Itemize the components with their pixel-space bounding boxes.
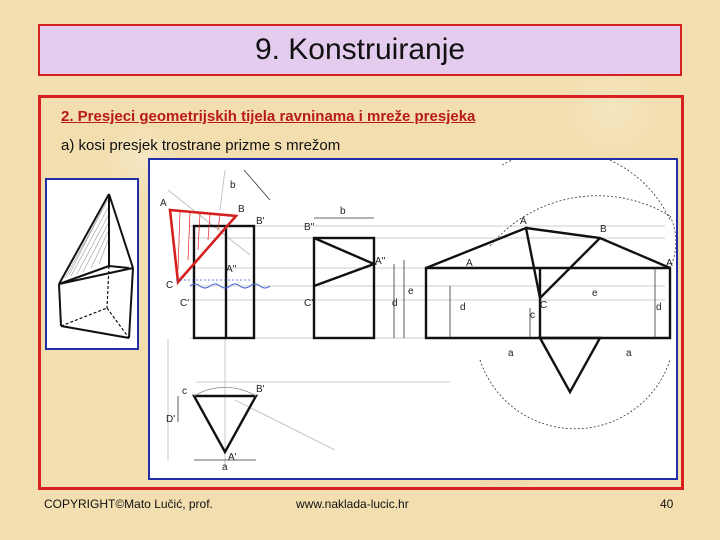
label-e-side: e bbox=[408, 286, 414, 297]
label-net-A-top: A bbox=[520, 216, 527, 227]
label-C-prime: C' bbox=[180, 298, 190, 309]
prism-3d-drawing bbox=[47, 180, 137, 348]
label-C: C bbox=[166, 280, 174, 291]
label-net-a-left: a bbox=[508, 348, 514, 359]
footer-page-number: 40 bbox=[660, 497, 674, 511]
label-C-double-prime: C'' bbox=[304, 298, 316, 309]
label-B-prime: B' bbox=[256, 216, 265, 227]
slide-title: 9. Konstruiranje bbox=[254, 33, 466, 66]
label-D-prime: D' bbox=[166, 414, 176, 425]
label-A-prime-top: A' bbox=[228, 452, 237, 463]
front-view bbox=[194, 226, 254, 338]
label-b-dim: b bbox=[340, 206, 346, 217]
section-subheading: a) kosi presjek trostrane prizme s mrežom bbox=[61, 137, 341, 154]
label-B-double-prime: B'' bbox=[304, 222, 315, 233]
construction-arcs bbox=[480, 160, 676, 429]
label-net-e: e bbox=[592, 288, 598, 299]
construction-panel bbox=[148, 158, 678, 480]
label-net-A-left: A bbox=[466, 258, 473, 269]
section-heading: 2. Presjeci geometrijskih tijela ravninama i mreže presjeka bbox=[61, 108, 476, 125]
label-B: B bbox=[238, 204, 245, 215]
title-box bbox=[38, 24, 682, 76]
label-A: A bbox=[160, 198, 167, 209]
label-net-d-right: d bbox=[656, 302, 662, 313]
label-net-a-right: a bbox=[626, 348, 632, 359]
label-c-top: c bbox=[182, 386, 187, 397]
label-net-d-left: d bbox=[460, 302, 466, 313]
label-net-B: B bbox=[600, 224, 607, 235]
label-a-top: a bbox=[222, 462, 228, 473]
label-net-A-right: A bbox=[666, 258, 673, 269]
construction-drawing bbox=[150, 160, 676, 478]
label-b-diag: b bbox=[230, 180, 236, 191]
footer-website[interactable]: www.naklada-lucic.hr bbox=[296, 497, 409, 511]
label-net-C: C bbox=[540, 300, 548, 311]
section-hatching bbox=[65, 198, 109, 278]
label-d-side: d bbox=[392, 298, 398, 309]
label-B-prime-top: B' bbox=[256, 384, 265, 395]
label-A-double-prime: A'' bbox=[375, 256, 386, 267]
footer-copyright: COPYRIGHT©Mato Lučić, prof. bbox=[44, 497, 213, 511]
side-view bbox=[314, 238, 374, 338]
prism-3d-panel bbox=[45, 178, 139, 350]
label-A-double-prime-front: A'' bbox=[226, 264, 237, 275]
label-net-c: c bbox=[530, 310, 535, 321]
prism-edges bbox=[59, 194, 133, 338]
